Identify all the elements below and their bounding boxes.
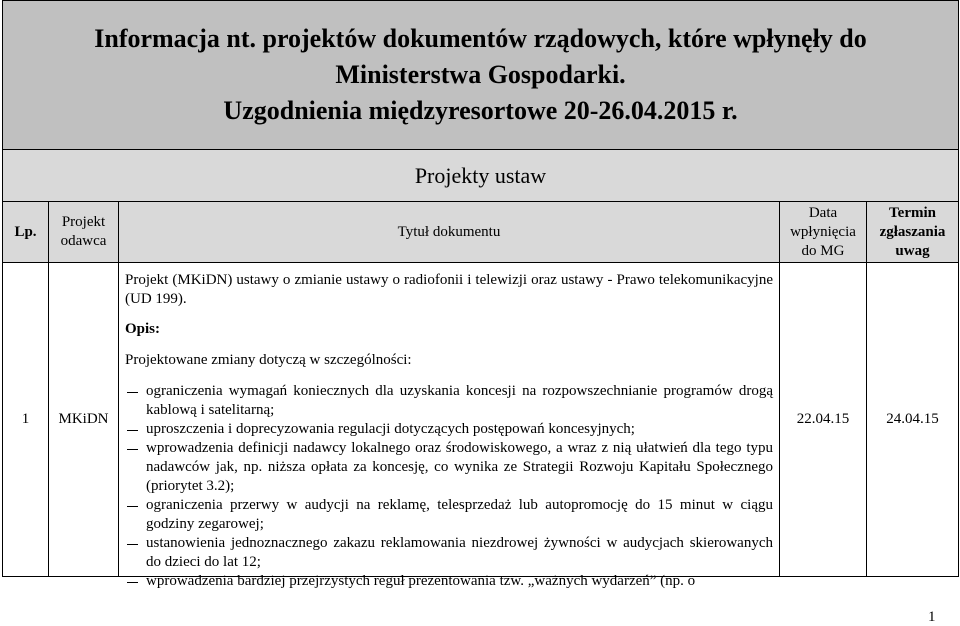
section-title: Projekty ustaw: [3, 150, 959, 202]
page-number: 1: [928, 609, 936, 625]
row-deadline-date: 24.04.15: [867, 263, 959, 577]
title-line-3: Uzgodnienia międzyresortowe 20-26.04.2015 r.: [223, 96, 738, 125]
title-line-1: Informacja nt. projektów dokumentów rządowych, które wpłynęły do: [94, 24, 867, 53]
opis-label: Opis:: [125, 321, 161, 337]
intro-text: Projektowane zmiany dotyczą w szczególności:: [125, 352, 412, 368]
row-lp: 1: [3, 263, 49, 577]
title-line-2: Ministerstwa Gospodarki.: [335, 60, 626, 89]
list-item: ustanowienia jednoznacznego zakazu reklamowania niezdrowej żywności w audycjach skierowanych do dzieci do lat 12;: [125, 534, 773, 572]
header-lp: Lp.: [3, 202, 49, 263]
table-row: [3, 263, 959, 577]
header-deadline: Termin zgłaszania uwag: [867, 202, 959, 263]
list-item: wprowadzenia bardziej przejrzystych reguł prezentowania tzw. „ważnych wydarzeń” (np. o: [125, 572, 773, 591]
row-received-date: 22.04.15: [780, 263, 867, 577]
header-received: Data wpłynięcia do MG: [780, 202, 867, 263]
projects-table: [2, 0, 959, 589]
document-title-text: Projekt (MKiDN) ustawy o zmianie ustawy o radiofonii i telewizji oraz ustawy - Prawo telekomunikacyjne (UD 199).: [125, 272, 773, 307]
header-sender: Projekt odawca: [49, 202, 119, 263]
changes-list: [125, 382, 773, 591]
list-item: ograniczenia wymagań koniecznych dla uzyskania koncesji na rozpowszechnianie programów drogą kablową i satelitarną;: [125, 382, 773, 420]
list-item: uproszczenia i doprecyzowania regulacji dotyczących postępowań koncesyjnych;: [125, 420, 773, 439]
document-title: [3, 1, 959, 150]
header-title: Tytuł dokumentu: [119, 202, 780, 263]
table-header-row: [3, 202, 959, 263]
row-sender: MKiDN: [49, 263, 119, 577]
list-item: ograniczenia przerwy w audycji na reklamę, telesprzedaż lub autopromocję do 15 minut w ciągu godziny zegarowej;: [125, 496, 773, 534]
row-content: [119, 263, 780, 589]
list-item: wprowadzenia definicji nadawcy lokalnego oraz środowiskowego, a wraz z nią ułatwień dla tego typu nadawców jak, np. niższa opłata za koncesję, co wynika ze Strategii Rozwoju Kapitału Społecznego (priorytet 3.2);: [125, 439, 773, 496]
